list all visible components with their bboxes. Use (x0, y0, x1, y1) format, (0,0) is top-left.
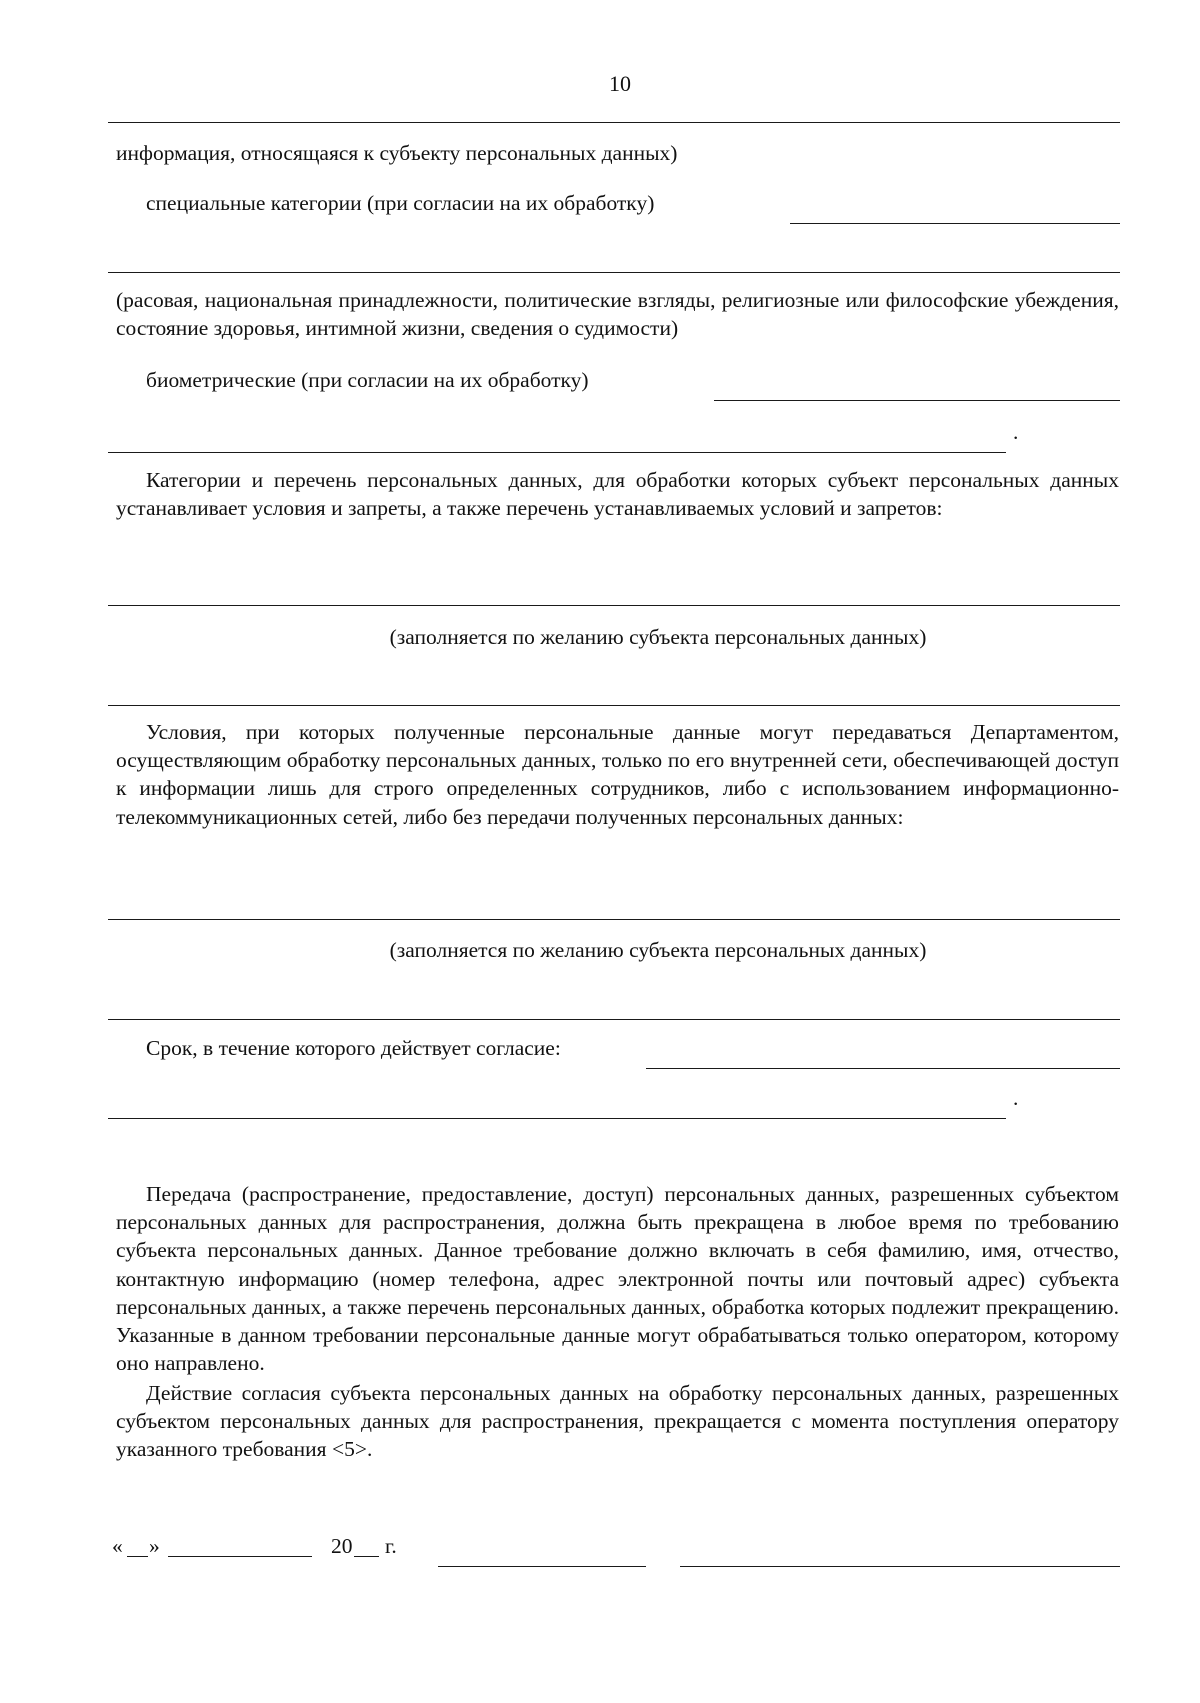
conditions-field-line-2[interactable] (108, 1019, 1120, 1020)
special-categories-field[interactable] (790, 223, 1120, 224)
fill-note-2: (заполняется по желанию субъекта персональных данных) (389, 938, 927, 962)
biometric-field[interactable] (714, 400, 1120, 401)
term-label: Срок, в течение которого действует согласие: (146, 1036, 561, 1060)
categories-field[interactable] (108, 605, 1120, 606)
period-mark-2: . (1013, 1086, 1019, 1110)
period-mark-1: . (1013, 420, 1019, 444)
fill-note-1: (заполняется по желанию субъекта персональных данных) (389, 625, 927, 649)
special-categories-field-line-2[interactable] (108, 272, 1120, 273)
term-field[interactable] (646, 1068, 1120, 1069)
date-open-quote: « (112, 1534, 123, 1558)
special-categories-label: специальные категории (при согласии на их обработку) (146, 191, 655, 215)
rule-top (108, 122, 1120, 123)
conditions-field[interactable] (108, 919, 1120, 920)
date-line (112, 1532, 412, 1562)
year-field[interactable] (354, 1556, 379, 1557)
info-tail-text: информация, относящаяся к субъекту персональных данных) (116, 141, 678, 165)
biometric-label: биометрические (при согласии на их обработку) (146, 368, 589, 392)
year-prefix: 20 (331, 1534, 353, 1558)
month-field[interactable] (168, 1556, 312, 1557)
term-field-line-2[interactable] (108, 1118, 1006, 1119)
year-suffix: г. (385, 1534, 397, 1558)
day-field[interactable] (127, 1556, 148, 1557)
page-number: 10 (609, 71, 631, 96)
transfer-paragraph: Передача (распространение, предоставление, доступ) персональных данных, разрешенных субъектом персональных данных для распространения, должна быть прекращена в любое время по требованию субъекта персональных данных. Данное требование должно включать в себя фамилию, имя, отчество, контактную информацию (номер телефона, адрес электронной почты или почтовый адрес) субъекта персональных данных, а также перечень персональных данных, обработка которых подлежит прекращению. Указанные в данном требовании персональные данные могут обрабатываться только оператором, которому оно направлено. (116, 1182, 1119, 1376)
signature-name-field[interactable] (680, 1566, 1120, 1567)
categories-paragraph: Категории и перечень персональных данных, для обработки которых субъект персональных данных устанавливает условия и запреты, а также перечень устанавливаемых условий и запретов: (116, 468, 1119, 521)
special-categories-note: (расовая, национальная принадлежности, политические взгляды, религиозные или философские убеждения, состояние здоровья, интимной жизни, сведения о судимости) (116, 288, 1119, 341)
termination-paragraph: Действие согласия субъекта персональных данных на обработку персональных данных, разрешенных субъектом персональных данных для распространения, прекращается с момента поступления оператору указанного требования <5>. (116, 1381, 1119, 1462)
signature-field[interactable] (438, 1566, 646, 1567)
biometric-field-line-2[interactable] (108, 452, 1006, 453)
date-close-quote: » (149, 1534, 160, 1558)
categories-field-line-2[interactable] (108, 705, 1120, 706)
conditions-paragraph: Условия, при которых полученные персональные данные могут передаваться Департаментом, осуществляющим обработку персональных данных, только по его внутренней сети, обеспечивающей доступ к информации лишь для строго определенных сотрудников, либо с использованием информационно-телекоммуникационных сетей, либо без передачи полученных персональных данных: (116, 720, 1119, 829)
